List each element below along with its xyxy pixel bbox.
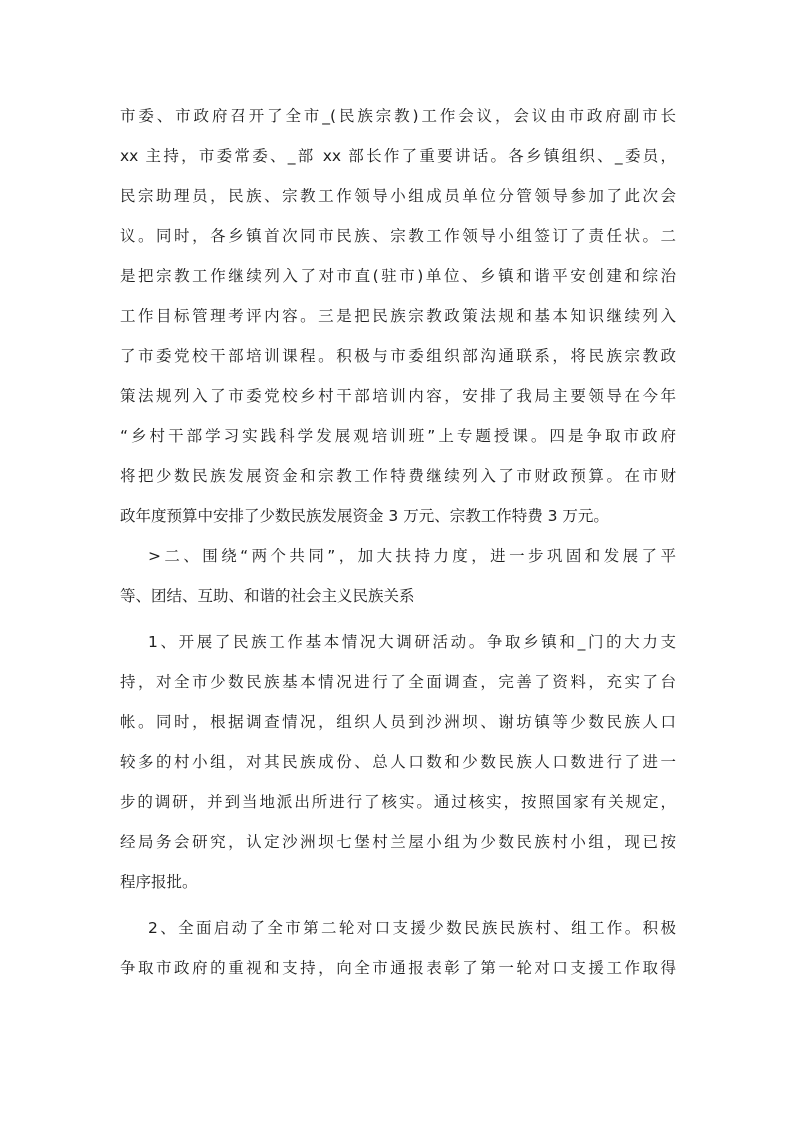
text-line: 1、开展了民族工作基本情况大调研活动。争取乡镇和_门的大力支 — [148, 633, 676, 651]
text-line: 争取市政府的重视和支持，向全市通报表彰了第一轮对口支援工作取得 — [120, 959, 676, 977]
paragraph-item-1 — [120, 622, 676, 902]
text-line: 市委、市政府召开了全市_(民族宗教)工作会议，会议由市政府副市长 — [120, 107, 676, 125]
text-line: 是把宗教工作继续列入了对市直(驻市)单位、乡镇和谐平安创建和综治 — [120, 267, 676, 285]
text-line: 程序报批。 — [120, 873, 198, 891]
text-line: 策法规列入了市委党校乡村干部培训内容，安排了我局主要领导在今年 — [120, 387, 676, 405]
text-line: 2、全面启动了全市第二轮对口支援少数民族民族村、组工作。积极 — [148, 919, 676, 937]
paragraph-item-2 — [120, 908, 676, 988]
text-line: 工作目标管理考评内容。三是把民族宗教政策法规和基本知识继续列入 — [120, 307, 676, 325]
text-line: 民宗助理员，民族、宗教工作领导小组成员单位分管领导参加了此次会 — [120, 187, 676, 205]
text-line: 政年度预算中安排了少数民族发展资金 3 万元、宗教工作特费 3 万元。 — [120, 507, 609, 525]
text-line: 议。同时，各乡镇首次同市民族、宗教工作领导小组签订了责任状。二 — [120, 227, 676, 245]
text-line: 了市委党校干部培训课程。积极与市委组织部沟通联系，将民族宗教政 — [120, 347, 676, 365]
text-line: 持，对全市少数民族基本情况进行了全面调查，完善了资料，充实了台 — [120, 673, 676, 691]
document-body — [120, 96, 676, 988]
section-heading-two — [120, 536, 676, 616]
text-line: 将把少数民族发展资金和宗教工作特费继续列入了市财政预算。在市财 — [120, 467, 676, 485]
text-line: 步的调研，并到当地派出所进行了核实。通过核实，按照国家有关规定， — [120, 793, 676, 811]
text-line: 经局务会研究，认定沙洲坝七堡村兰屋小组为少数民族村小组，现已按 — [120, 833, 676, 851]
text-line: 帐。同时，根据调查情况，组织人员到沙洲坝、谢坊镇等少数民族人口 — [120, 713, 676, 731]
text-line: 较多的村小组，对其民族成份、总人口数和少数民族人口数进行了进一 — [120, 753, 676, 771]
heading-line: >二、围绕“两个共同”，加大扶持力度，进一步巩固和发展了平 — [148, 547, 676, 565]
text-line: xx 主持，市委常委、_部 xx 部长作了重要讲话。各乡镇组织、_委员， — [120, 147, 676, 165]
text-line: “乡村干部学习实践科学发展观培训班”上专题授课。四是争取市政府 — [120, 427, 676, 445]
heading-line: 等、团结、互助、和谐的社会主义民族关系 — [120, 587, 415, 605]
paragraph-meeting-summary — [120, 96, 676, 536]
